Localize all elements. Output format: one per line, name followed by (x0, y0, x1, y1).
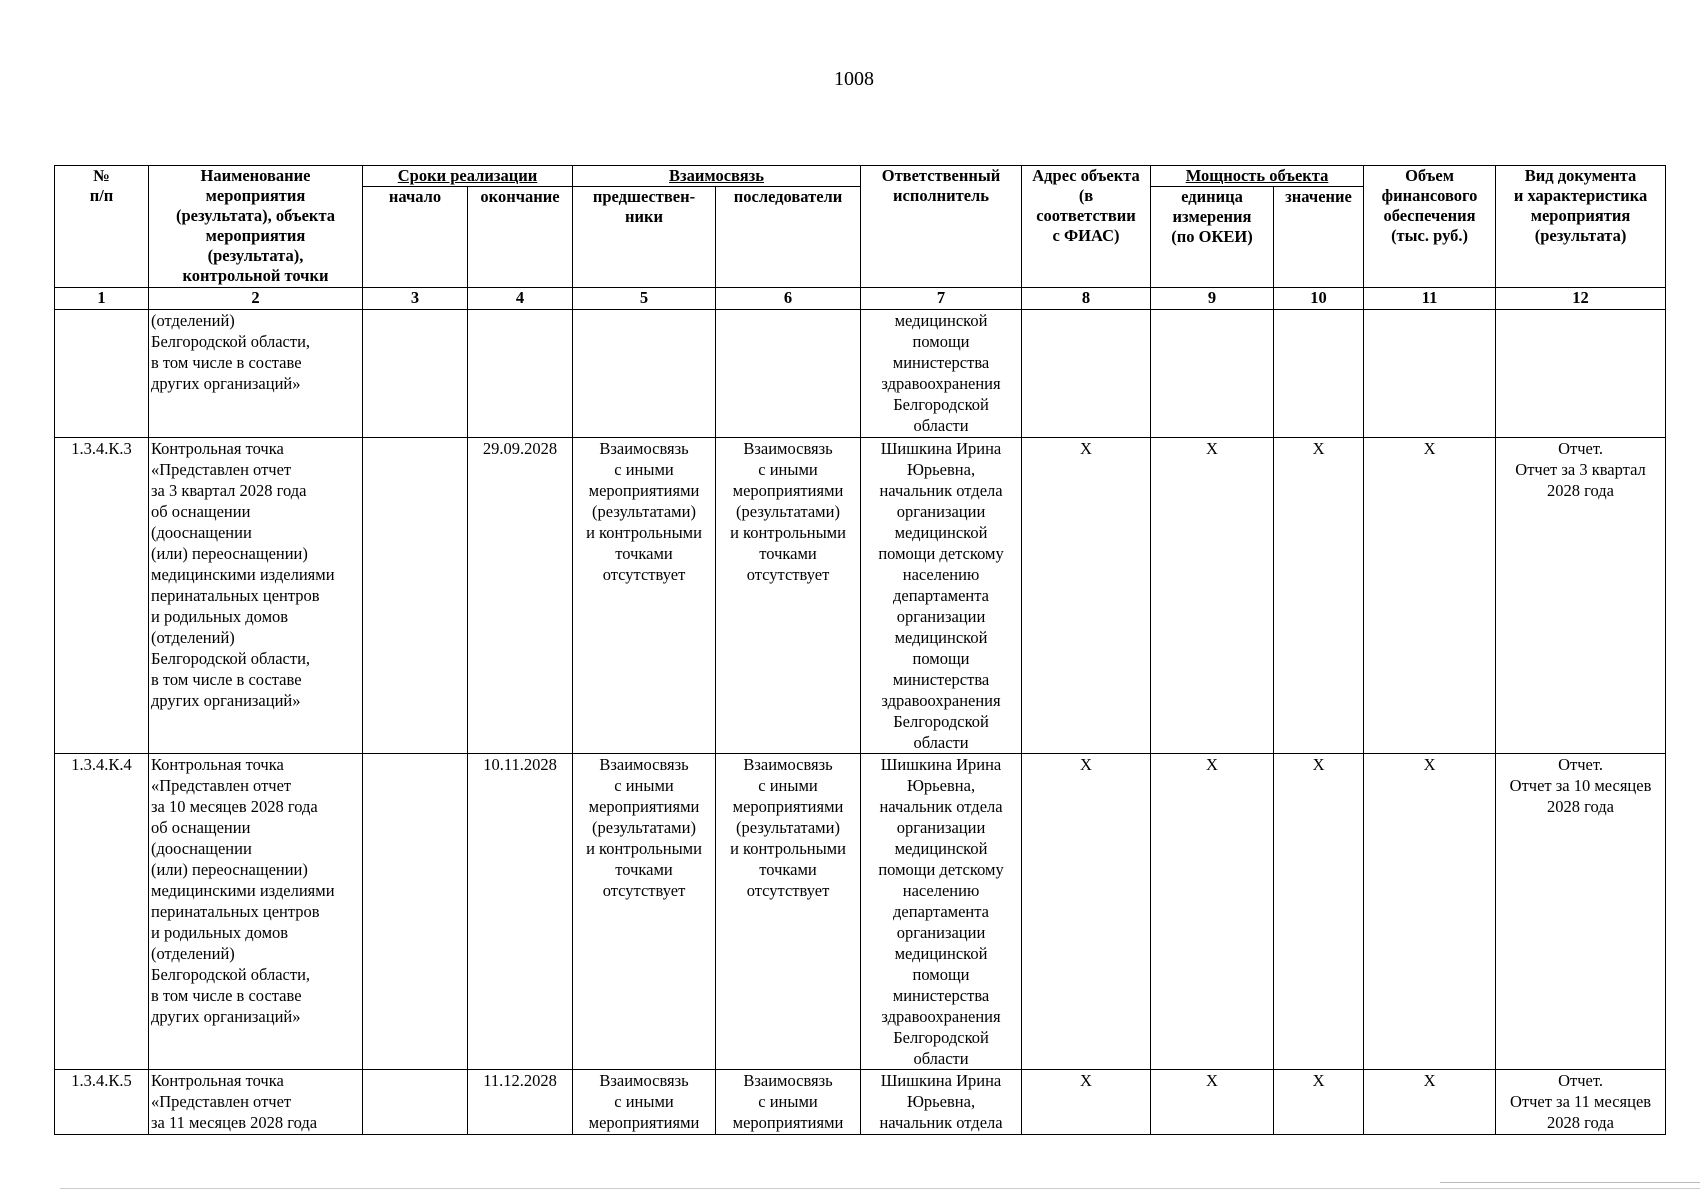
cell-unit: X (1151, 1070, 1274, 1135)
cell-value: X (1274, 438, 1364, 754)
col-number: 10 (1274, 288, 1364, 310)
cell-name: Контрольная точка «Представлен отчет за 11 месяцев 2028 года (149, 1070, 363, 1135)
cell-doc: Отчет. Отчет за 10 месяцев 2028 года (1496, 754, 1666, 1070)
col-number: 12 (1496, 288, 1666, 310)
cell-resp: Шишкина Ирина Юрьевна, начальник отдела организации медицинской помощи детскому населению департамента организации медицинской помощи министерства здравоохранения Белгородской области (861, 754, 1022, 1070)
cell-pred (573, 310, 716, 438)
col-number: 9 (1151, 288, 1274, 310)
col-header-finance: Объем финансового обеспечения (тыс. руб.) (1364, 166, 1496, 288)
cell-end: 11.12.2028 (468, 1070, 573, 1135)
plan-table (54, 165, 1666, 1135)
col-number: 5 (573, 288, 716, 310)
cell-address (1022, 310, 1151, 438)
cell-succ: Взаимосвязь с иными мероприятиями (результатами) и контрольными точками отсутствует (716, 754, 861, 1070)
cell-num (55, 310, 149, 438)
col-number: 2 (149, 288, 363, 310)
scan-artifact-line (1440, 1182, 1700, 1183)
col-header-pred: предшествен- ники (573, 187, 716, 288)
cell-end: 29.09.2028 (468, 438, 573, 754)
cell-address: X (1022, 1070, 1151, 1135)
col-header-name: Наименование мероприятия (результата), объекта мероприятия (результата), контрольной точки (149, 166, 363, 288)
cell-value (1274, 310, 1364, 438)
table-row-continuation (55, 310, 1666, 438)
cell-doc: Отчет. Отчет за 3 квартал 2028 года (1496, 438, 1666, 754)
page-number: 1008 (834, 68, 874, 90)
cell-unit: X (1151, 438, 1274, 754)
cell-succ: Взаимосвязь с иными мероприятиями (результатами) и контрольными точками отсутствует (716, 438, 861, 754)
cell-start (363, 1070, 468, 1135)
cell-start (363, 754, 468, 1070)
cell-pred: Взаимосвязь с иными мероприятиями (результатами) и контрольными точками отсутствует (573, 438, 716, 754)
col-header-link: Взаимосвязь (573, 166, 861, 187)
cell-num: 1.3.4.К.3 (55, 438, 149, 754)
cell-finance: X (1364, 1070, 1496, 1135)
cell-resp: Шишкина Ирина Юрьевна, начальник отдела организации медицинской помощи детскому населению департамента организации медицинской помощи министерства здравоохранения Белгородской области (861, 438, 1022, 754)
cell-name: (отделений) Белгородской области, в том числе в составе других организаций» (149, 310, 363, 438)
col-number: 6 (716, 288, 861, 310)
table-row (55, 438, 1666, 754)
col-number: 7 (861, 288, 1022, 310)
cell-succ: Взаимосвязь с иными мероприятиями (716, 1070, 861, 1135)
cell-address: X (1022, 754, 1151, 1070)
cell-num: 1.3.4.К.4 (55, 754, 149, 1070)
col-header-succ: последователи (716, 187, 861, 288)
table-row (55, 754, 1666, 1070)
scan-artifact-line (60, 1188, 1700, 1189)
col-header-resp: Ответственный исполнитель (861, 166, 1022, 288)
col-header-end: окончание (468, 187, 573, 288)
cell-start (363, 310, 468, 438)
cell-num: 1.3.4.К.5 (55, 1070, 149, 1135)
cell-pred: Взаимосвязь с иными мероприятиями (573, 1070, 716, 1135)
col-header-value: значение (1274, 187, 1364, 288)
cell-address: X (1022, 438, 1151, 754)
col-header-num: № п/п (55, 166, 149, 288)
cell-end: 10.11.2028 (468, 754, 573, 1070)
cell-doc (1496, 310, 1666, 438)
cell-finance (1364, 310, 1496, 438)
column-number-row (55, 288, 1666, 310)
col-number: 4 (468, 288, 573, 310)
cell-succ (716, 310, 861, 438)
col-header-start: начало (363, 187, 468, 288)
col-header-terms: Сроки реализации (363, 166, 573, 187)
cell-resp: Шишкина Ирина Юрьевна, начальник отдела (861, 1070, 1022, 1135)
col-header-capacity: Мощность объекта (1151, 166, 1364, 187)
cell-unit (1151, 310, 1274, 438)
cell-doc: Отчет. Отчет за 11 месяцев 2028 года (1496, 1070, 1666, 1135)
col-number: 1 (55, 288, 149, 310)
cell-finance: X (1364, 438, 1496, 754)
header-row-1 (55, 166, 1666, 187)
cell-name: Контрольная точка «Представлен отчет за 3 квартал 2028 года об оснащении (дооснащении (или) переоснащении) медицинскими изделиями перинатальных центров и родильных домов (отделений) Белгородской области, в том числе в составе других организаций» (149, 438, 363, 754)
col-header-doc: Вид документа и характеристика мероприятия (результата) (1496, 166, 1666, 288)
col-number: 11 (1364, 288, 1496, 310)
cell-unit: X (1151, 754, 1274, 1070)
cell-name: Контрольная точка «Представлен отчет за 10 месяцев 2028 года об оснащении (дооснащении (или) переоснащении) медицинскими изделиями перинатальных центров и родильных домов (отделений) Белгородской области, в том числе в составе других организаций» (149, 754, 363, 1070)
cell-pred: Взаимосвязь с иными мероприятиями (результатами) и контрольными точками отсутствует (573, 754, 716, 1070)
cell-finance: X (1364, 754, 1496, 1070)
cell-value: X (1274, 754, 1364, 1070)
col-number: 8 (1022, 288, 1151, 310)
cell-resp: медицинской помощи министерства здравоохранения Белгородской области (861, 310, 1022, 438)
cell-end (468, 310, 573, 438)
cell-value: X (1274, 1070, 1364, 1135)
col-header-address: Адрес объекта (в соответствии с ФИАС) (1022, 166, 1151, 288)
col-number: 3 (363, 288, 468, 310)
cell-start (363, 438, 468, 754)
col-header-unit: единица измерения (по ОКЕИ) (1151, 187, 1274, 288)
table-row (55, 1070, 1666, 1135)
